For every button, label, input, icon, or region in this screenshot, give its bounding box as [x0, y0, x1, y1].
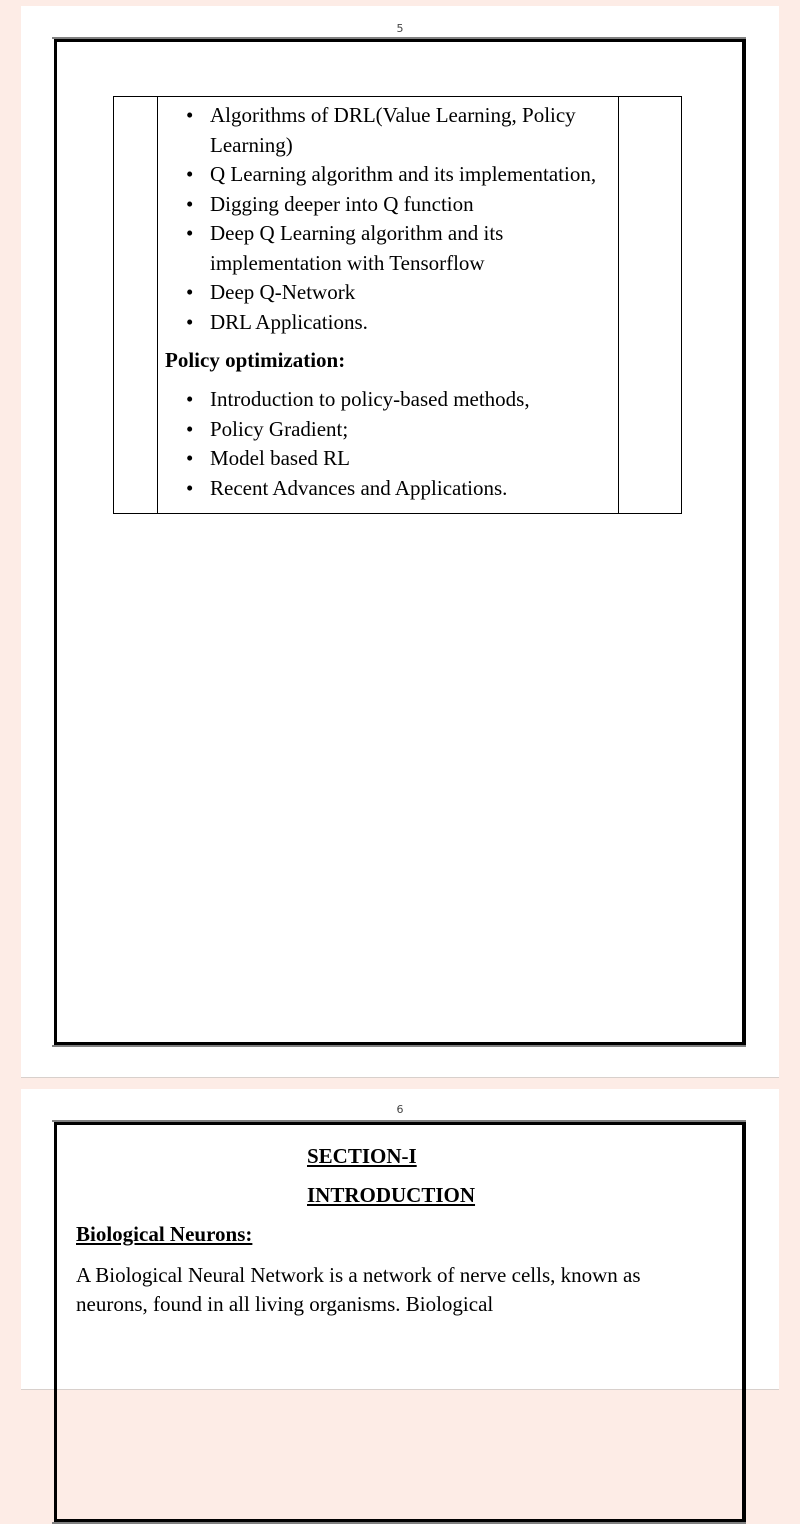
section-subtitle: INTRODUCTION: [307, 1183, 476, 1207]
syllabus-table: [113, 96, 682, 514]
list-item: • Policy Gradient;: [210, 415, 618, 445]
list-item: • Deep Q-Network: [210, 278, 618, 308]
pdf-page-5: [21, 6, 779, 1077]
pdf-page-6: [21, 1089, 779, 1389]
table-row: [114, 97, 682, 514]
list-item: • Introduction to policy-based methods,: [210, 385, 618, 415]
heading-biological-neurons: Biological Neurons:: [76, 1222, 253, 1246]
list-item: • Recent Advances and Applications.: [210, 474, 618, 504]
page-border-inner: [54, 1122, 746, 1522]
page-border: [52, 1120, 746, 1524]
table-cell-empty-right: [619, 97, 682, 514]
list-item: • DRL Applications.: [210, 308, 618, 338]
page-number: 5: [396, 22, 404, 35]
list-item: • Q Learning algorithm and its implementation,: [210, 160, 618, 190]
list-item: • Deep Q Learning algorithm and its implementation with Tensorflow: [210, 219, 618, 278]
list-item: • Digging deeper into Q function: [210, 190, 618, 220]
list-item: • Model based RL: [210, 444, 618, 474]
list-item: • Algorithms of DRL(Value Learning, Policy Learning): [210, 101, 618, 160]
page-number: 6: [396, 1103, 404, 1116]
section-title: SECTION-I: [307, 1144, 417, 1168]
topic-list-drl: [158, 101, 618, 337]
paragraph: A Biological Neural Network is a network of nerve cells, known as neurons, found in all living organisms. Biological: [76, 1263, 641, 1316]
topic-list-policy: [158, 385, 618, 503]
table-cell-empty-left: [114, 97, 158, 514]
table-cell-content: [158, 97, 619, 514]
subheading-policy-optimization: Policy optimization:: [165, 348, 346, 372]
